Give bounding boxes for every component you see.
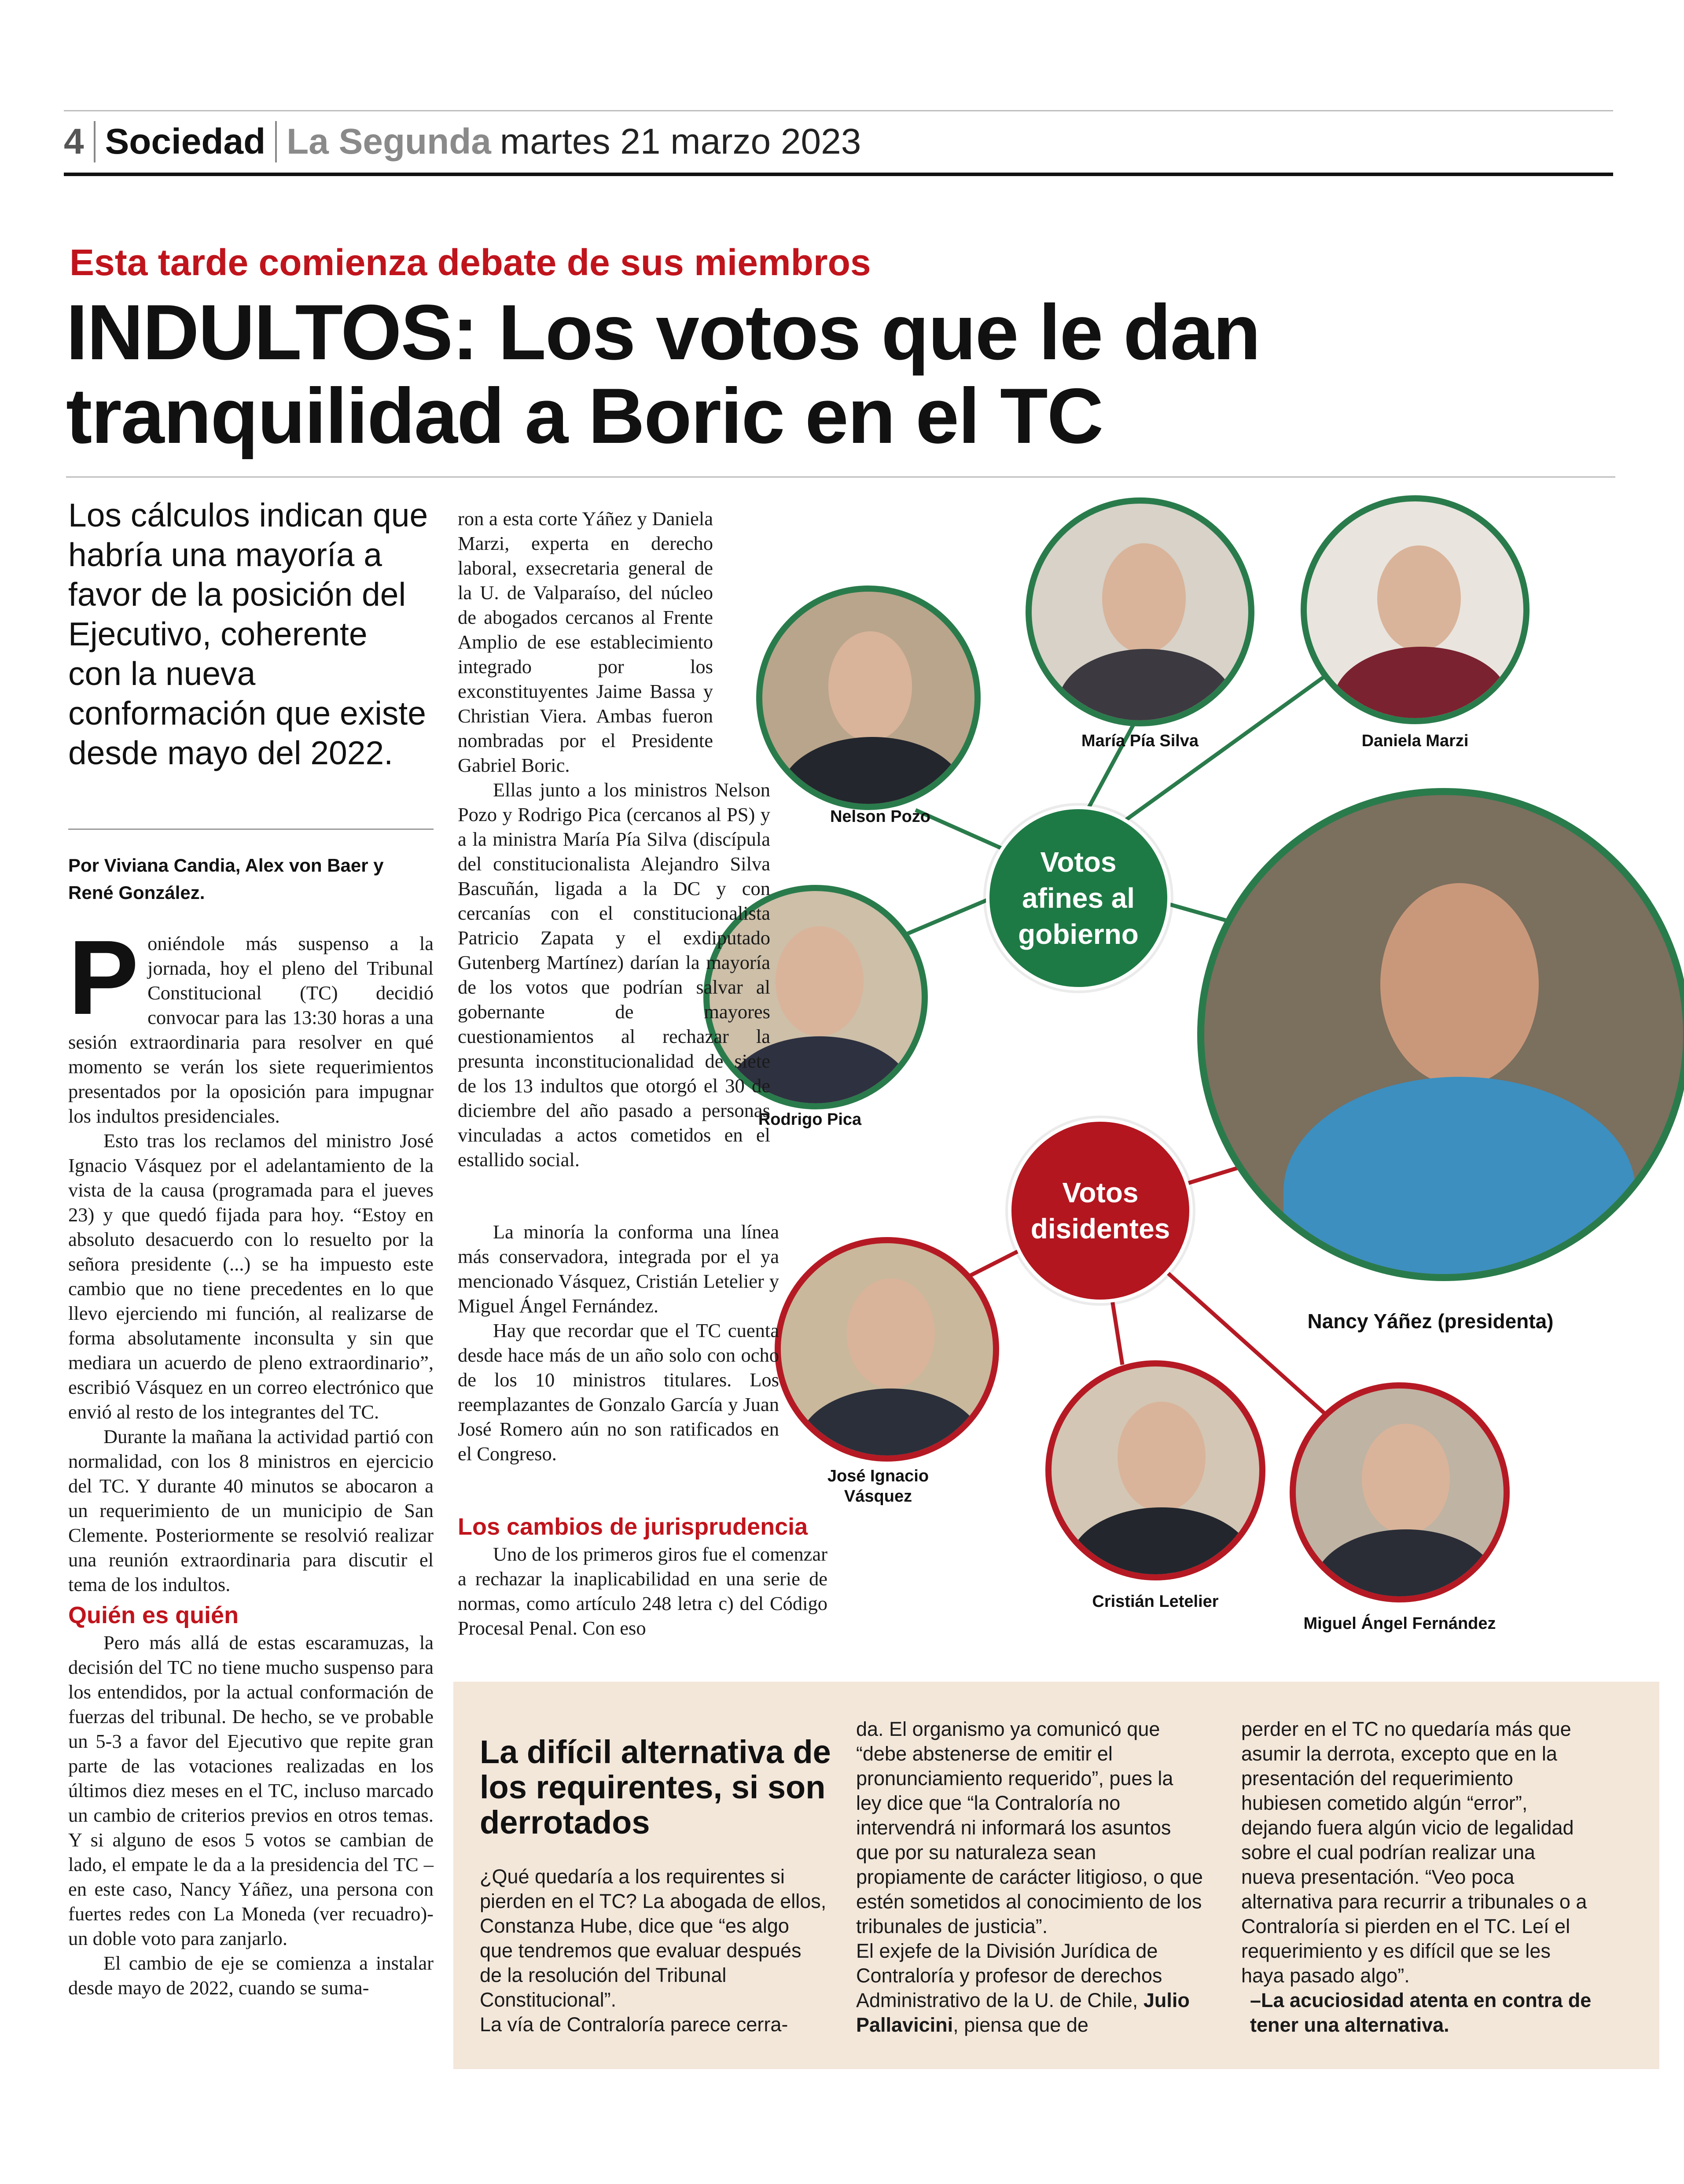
name-nelson-pozo: Nelson Pozo xyxy=(830,807,931,826)
paragraph-text: Ellas junto a los ministros Nelson Pozo y Rodrigo Pica (cercanos al PS) y a la ministra María Pía Silva (discípula del constitucionalista Alejandro Silva Bascuñán, ligada a la DC y con cercanías con el constitucionalista Patricio Zapata y el exdiputado Gutenberg Martínez) darían la mayoría de los votos que podrían salvar al gobernante de mayores cuestionamientos al rechazar la presunta inconstitucionalidad de siete de los 13 indultos que otorgó el 30 de diciembre del año pasado a personas vinculadas a actos cometidos en el estallido social. xyxy=(458,779,770,1171)
shoulders-shape xyxy=(798,1388,983,1462)
subhead: Quién es quién xyxy=(68,1602,239,1628)
name-text: José Ignacio Vásquez xyxy=(827,1467,929,1506)
article-column-1 xyxy=(68,918,434,2076)
face-shape xyxy=(1118,1402,1206,1512)
shoulders-shape xyxy=(1058,649,1234,726)
section-name: Sociedad xyxy=(96,121,277,162)
face-shape xyxy=(1377,545,1461,651)
hub-votos-disidentes xyxy=(1008,1118,1193,1303)
hub-label: Votos disidentes xyxy=(1030,1177,1170,1245)
article-column-2-lower xyxy=(458,1219,779,1466)
face-shape xyxy=(1362,1424,1450,1534)
name-text: María Pía Silva xyxy=(1081,732,1199,750)
paragraph xyxy=(458,506,713,777)
paragraph: Esto tras los reclamos del ministro José Ignacio Vásquez por el adelantamiento de la vista de la causa (programada para el jueves 23) y que quedó fijada para hoy. “Estoy en absoluto desacuerdo con lo resuelto por la señora presidente (...) se ha impuesto este cambio que no tiene precedentes en lo que llevo ejerciendo mi función, al realizarse de forma absolutamente inconsulta y sin que mediara un acuerdo de pleno extraordinario”, escribió Vásquez en un correo electrónico que envió al resto de los integrantes del TC. xyxy=(68,1130,434,1423)
subhead: Los cambios de jurisprudencia xyxy=(458,1514,808,1540)
paragraph-text: , piensa que de xyxy=(953,2014,1088,2036)
paragraph: Pero más allá de estas escaramuzas, la decisión del TC no tiene mucho suspenso para los entendidos, por la actual conformación de fuerzas del tribunal. De hecho, se ve probable un 5-3 a favor del Ejecutivo que repite gran parte de las votaciones realizadas en los últimos diez meses en el TC, incluso marcado un cambio de criterios previos en otros temas. Y si alguno de esos 5 votos se cambian de lado, el empate le da a la presidencia del TC –en este caso, Nancy Yáñez, una persona con fuertes redes con La Moneda (ver recuadro)- un doble voto para zanjarlo. xyxy=(68,1632,434,1949)
header-bottom-rule xyxy=(64,173,1613,176)
paragraph xyxy=(856,1939,1204,2037)
sidebar-column-2 xyxy=(856,1717,1204,2037)
name-daniela-marzi: Daniela Marzi xyxy=(1361,732,1469,750)
closing-line: –La acuciosidad atenta en contra de tener una alternativa. xyxy=(1250,1989,1592,2036)
paragraph: ¿Qué quedaría a los requirentes si pierden en el TC? La abogada de ellos, Constanza Hube, dice que “es algo que tendremos que evaluar después de la resolución del Tribunal Constitucional”. xyxy=(480,1865,827,2011)
paragraph: Uno de los primeros giros fue el comenzar a rechazar la inaplicabilidad en una serie de normas, como artículo 248 letra c) del Código Procesal Penal. Con eso xyxy=(458,1543,827,1639)
paragraph: da. El organismo ya comunicó que “debe abstenerse de emitir el pronunciamiento requerido”, pues la ley dice que “la Contraloría no intervendrá ni informará los asuntos que por su naturaleza sean propiamente de carácter litigioso, o que estén sometidos al conocimiento de los tribunales de justicia”. xyxy=(856,1718,1203,1937)
publication-name: La Segunda xyxy=(287,122,491,162)
portrait-jose-ignacio-vasquez xyxy=(775,1237,999,1462)
shoulders-shape xyxy=(1069,1507,1254,1580)
sidebar-column-3 xyxy=(1241,1717,1593,2037)
portrait-cristian-letelier xyxy=(1045,1360,1265,1580)
paragraph: oniéndole más suspenso a la jornada, hoy el pleno del Tribunal Constitucional (TC) decidió convocar para las 13:30 horas a una sesión extraordinaria para resolver en qué momento se verán los siete requerimientos presentados por la oposición para impugnar los indultos presidenciales. xyxy=(68,932,434,1127)
hub-label: Votos afines al gobierno xyxy=(1018,846,1139,950)
article-column-2-bottom xyxy=(458,1514,827,1640)
portrait-miguel-angel-fernandez xyxy=(1290,1382,1510,1602)
deck-rule xyxy=(68,829,434,830)
page-header xyxy=(64,115,861,168)
name-maria-pia-silva xyxy=(1070,731,1210,751)
shoulders-shape xyxy=(1283,1077,1636,1281)
shoulders-shape xyxy=(1333,647,1509,724)
paragraph: El cambio de eje se comienza a instalar desde mayo de 2022, cuando se suma- xyxy=(68,1952,434,1999)
name-miguel-angel-fernandez: Miguel Ángel Fernández xyxy=(1303,1614,1496,1633)
kicker: Esta tarde comienza debate de sus miembros xyxy=(70,242,871,283)
face-shape xyxy=(1380,883,1539,1086)
shoulders-shape xyxy=(1313,1529,1498,1602)
issue-date: martes 21 marzo 2023 xyxy=(500,122,861,162)
name-rodrigo-pica: Rodrigo Pica xyxy=(758,1110,862,1129)
deck: Los cálculos indican que habría una mayoría a favor de la posición del Ejecutivo, coherente con la nueva conformación que existe desde mayo del 2022. xyxy=(68,497,428,771)
portrait-maria-pia-silva xyxy=(1026,497,1254,726)
article-column-2 xyxy=(458,506,827,1172)
header-top-rule xyxy=(64,110,1613,111)
bold-name: Julio Pallavicini xyxy=(856,1989,1190,2036)
paragraph xyxy=(1241,1988,1593,2037)
drop-cap: P xyxy=(68,918,139,1036)
name-nancy-yanez: Nancy Yáñez (presidenta) xyxy=(1307,1310,1554,1333)
sidebar-column-1 xyxy=(480,1864,827,2037)
byline: Por Viviana Candia, Alex von Baer y René González. xyxy=(68,855,384,903)
paragraph xyxy=(458,777,770,1172)
headline-rule xyxy=(66,476,1615,478)
paragraph: La minoría la conforma una línea más conservadora, integrada por el ya mencionado Vásquez, Cristián Letelier y Miguel Ángel Fernández. xyxy=(458,1221,779,1317)
face-shape xyxy=(1102,543,1186,653)
paragraph-text: El exjefe de la División Jurídica de Contraloría y profesor de derechos Administrativo de la U. de Chile, xyxy=(856,1940,1162,2011)
paragraph: La vía de Contraloría parece cerra- xyxy=(480,2013,788,2036)
paragraph: Hay que recordar que el TC cuenta desde hace más de un año solo con ocho de los 10 ministros titulares. Los reemplazantes de Gonzalo García y Juan José Romero aún no son ratificados en el Congreso. xyxy=(458,1319,779,1465)
paragraph: Durante la mañana la actividad partió con normalidad, con los 8 ministros en ejercicio del TC. Y durante 40 minutos se abocaron a un requerimiento de un municipio de San Clemente. Posteriormente se resolvió realizar una reunión extraordinaria para discutir el tema de los indultos. xyxy=(68,1425,434,1595)
name-jose-ignacio-vasquez xyxy=(801,1466,955,1506)
sidebar-title: La difícil alternativa de los requirentes, si son derrotados xyxy=(480,1734,831,1841)
paragraph-text: ron a esta corte Yáñez y Daniela Marzi, experta en derecho laboral, exsecretaria general de la U. de Valparaíso, del núcleo de abogados cercanos al Frente Amplio de ese establecimiento integrado por los exconstituyentes Jaime Bassa y Christian Viera. Ambas fueron nombradas por el Presidente Gabriel Boric. xyxy=(458,508,713,776)
paragraph: perder en el TC no quedaría más que asumir la derrota, excepto que en la presentación del requerimiento hubiesen cometido algún “error”, dejando fuera algún vicio de legalidad sobre el cual podrían realizar una nueva presentación. “Veo poca alternativa para recurrir a tribunales o a Contraloría si pierden en el TC. Leí el requerimiento y es difícil que se les haya pasado algo”. xyxy=(1241,1718,1587,1987)
hub-votos-afines xyxy=(986,806,1171,991)
face-shape xyxy=(847,1278,935,1388)
face-shape xyxy=(828,631,912,741)
portrait-daniela-marzi xyxy=(1301,495,1530,724)
name-cristian-letelier: Cristián Letelier xyxy=(1092,1592,1219,1611)
headline: INDULTOS: Los votos que le dan tranquilidad a Boric en el TC xyxy=(66,288,1260,460)
portrait-nancy-yanez xyxy=(1197,788,1684,1281)
page-number: 4 xyxy=(64,121,96,162)
